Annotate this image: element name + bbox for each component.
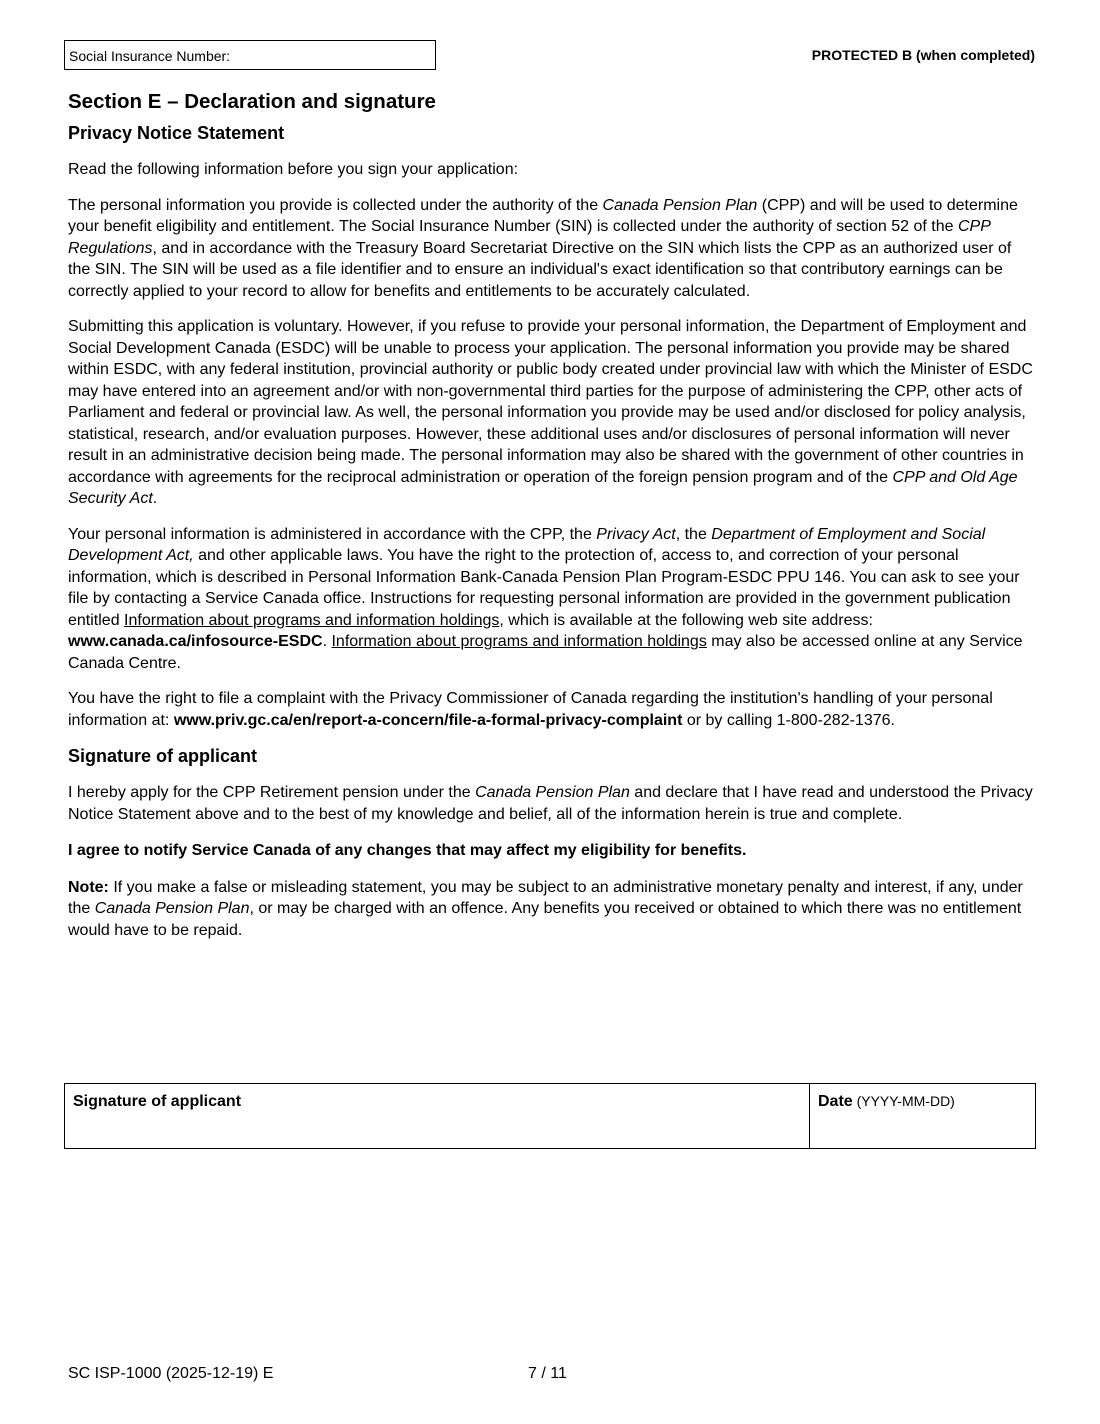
infosource-url[interactable]: www.canada.ca/infosource-ESDC (68, 633, 323, 650)
sin-field[interactable] (64, 40, 436, 70)
date-field[interactable] (810, 1084, 1035, 1148)
protected-notice: PROTECTED B (when completed) (811, 47, 1035, 63)
signature-field[interactable] (65, 1084, 810, 1148)
date-label: Date (818, 1093, 853, 1110)
signature-heading: Signature of applicant (68, 746, 258, 766)
form-identifier: SC ISP-1000 (2025-12-19) E (68, 1365, 274, 1382)
declaration-paragraph: I hereby apply for the CPP Retirement pension under the Canada Pension Plan and declare that I have read and understood the Privacy Notice Statement above and to the best of my knowledge and belief, all of the information herein is true and complete. (68, 784, 1033, 823)
agreement-statement: I agree to notify Service Canada of any changes that may affect my eligibility for benefits. (68, 842, 747, 859)
privacy-paragraph-2: Submitting this application is voluntary. However, if you refuse to provide your personal information, the Department of Employment and Social Development Canada (ESDC) will be unable to process your application. The personal information you provide may be shared within ESDC, with any federal institution, provincial authority or public body created under provincial law with which the Minister of ESDC may have entered into an agreement and/or with non-governmental third parties for the purpose of administering the CPP, other acts of Parliament and federal or provincial law. As well, the personal information you provide may be used and/or disclosed for policy analysis, statistical, research, and/or evaluation purposes. However, these additional uses and/or disclosures of personal information will never result in an administrative decision being made. The personal information may also be shared with the government of other countries in accordance with agreements for the reciprocal administration or operation of the foreign pension program and of the CPP and Old Age Security Act. (68, 318, 1033, 507)
privacy-paragraph-4: You have the right to file a complaint with the Privacy Commissioner of Canada regarding the institution's handling of your personal information at: www.priv.gc.ca/en/report-a-concern/file-a-formal-privacy-complaint or by calling 1-800-282-1376. (68, 690, 993, 729)
date-format-hint: (YYYY-MM-DD) (852, 1093, 955, 1109)
privacy-heading: Privacy Notice Statement (68, 123, 285, 143)
note-paragraph: Note: If you make a false or misleading statement, you may be subject to an administrative monetary penalty and interest, if any, under the Canada Pension Plan, or may be charged with an offence. Any benefits you received or obtained to which there was no entitlement would have to be repaid. (68, 878, 1023, 939)
signature-table (64, 1083, 1036, 1149)
privacy-intro: Read the following information before you sign your application: (68, 161, 519, 178)
section-title: Section E – Declaration and signature (68, 90, 436, 113)
privacy-paragraph-3: Your personal information is administered in accordance with the CPP, the Privacy Act, the Department of Employment and Social Development Act, and other applicable laws. You have the right to the protection of, access to, and correction of your personal information, which is described in Personal Information Bank-Canada Pension Plan Program-ESDC PPU 146. You can ask to see your file by contacting a Service Canada office. Instructions for requesting personal information are provided in the government publication entitled Information about programs and information holdings, which is available at the following web site address: www.canada.ca/infosource-ESDC. Information about programs and information holdings may also be accessed online at any Service Canada Centre. (68, 525, 1023, 672)
page-number: 7 / 11 (528, 1365, 567, 1382)
signature-label: Signature of applicant (73, 1093, 242, 1110)
infosource-publication-link[interactable]: Information about programs and information holdings (124, 611, 500, 629)
infosource-publication-link-2[interactable]: Information about programs and information holdings (331, 633, 707, 650)
form-content (68, 88, 1034, 941)
sin-label: Social Insurance Number: (69, 48, 231, 64)
privacy-paragraph-1: The personal information you provide is collected under the authority of the Canada Pension Plan (CPP) and will be used to determine your benefit eligibility and entitlement. The Social Insurance Number (SIN) is collected under the authority of section 52 of the CPP Regulations, and in accordance with the Treasury Board Secretariat Directive on the SIN which lists the CPP as an authorized user of the SIN. The SIN will be used as a file identifier and to ensure an individual's exact identification so that contributory earnings can be correctly applied to your record to allow for benefits and entitlements to be accurately calculated. (68, 196, 1018, 300)
privacy-complaint-url[interactable]: www.priv.gc.ca/en/report-a-concern/file-a-formal-privacy-complaint (173, 711, 683, 729)
